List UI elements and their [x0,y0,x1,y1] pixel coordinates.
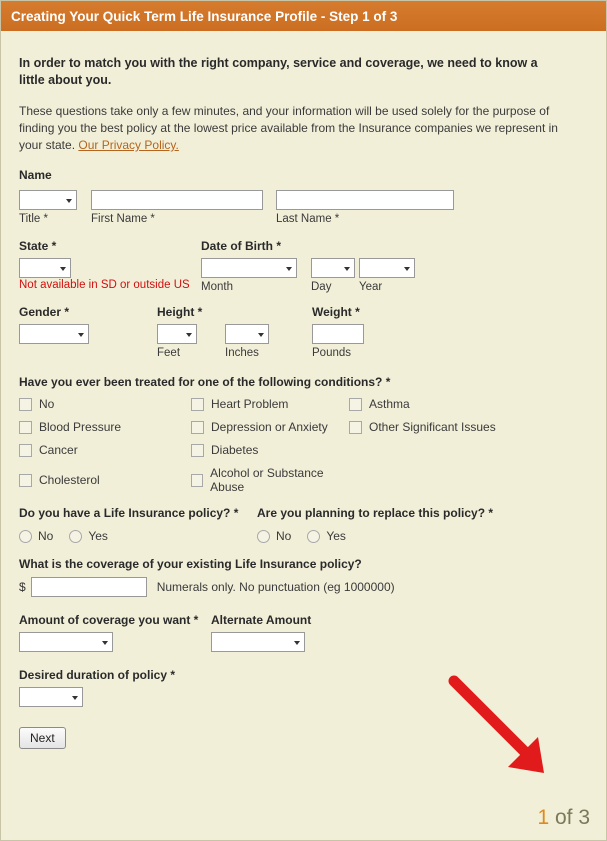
step-pager [537,806,590,830]
existing-coverage-hint: Numerals only. No punctuation (eg 1000000) [156,580,395,594]
duration-block [19,668,588,707]
height-inches-select[interactable] [225,324,269,344]
checkbox-icon[interactable] [191,444,204,457]
existing-coverage-row [19,577,588,597]
condition-checkbox-depression-or-anxiety[interactable] [191,420,349,434]
condition-label: No [39,397,55,411]
next-button[interactable]: Next [19,727,66,749]
condition-checkbox-no[interactable] [19,397,191,411]
dob-heading: Date of Birth * [201,239,282,253]
existing-policy-radio-yes[interactable] [69,529,108,543]
checkbox-icon[interactable] [19,474,32,487]
conditions-question: Have you ever been treated for one of the following conditions? * [19,375,391,389]
state-select-wrap [19,258,71,278]
condition-checkbox-cancer[interactable] [19,443,191,457]
checkbox-icon[interactable] [349,421,362,434]
condition-label: Blood Pressure [39,420,122,434]
state-dob-row [19,239,588,293]
dob-day-select[interactable] [311,258,355,278]
dob-day-caption: Day [311,281,332,293]
replace-policy-options [257,529,493,543]
pager-total: 3 [578,806,590,829]
dob-controls [201,258,419,293]
state-select[interactable] [19,258,71,278]
checkbox-icon[interactable] [191,421,204,434]
currency-symbol: $ [19,580,26,594]
window-title-bar [1,1,606,31]
dob-month-select-wrap [201,258,297,278]
radio-icon[interactable] [307,530,320,543]
radio-label: No [38,529,54,543]
intro-paragraph-text: These questions take only a few minutes, and your information will be used solely for the purpose of finding you the best policy at the lowest price available from the Insurance companies we represent in your state. [19,104,558,152]
page-title: Creating Your Quick Term Life Insurance Profile - Step 1 of 3 [11,8,398,24]
existing-policy-options [19,529,257,543]
existing-policy-radio-no[interactable] [19,529,53,543]
dob-year-caption: Year [359,281,383,293]
condition-label: Heart Problem [211,397,289,411]
state-heading: State * [19,239,57,253]
condition-checkbox-heart-problem[interactable] [191,397,349,411]
condition-label: Other Significant Issues [369,420,496,434]
dob-month-select[interactable] [201,258,297,278]
checkbox-icon[interactable] [349,398,362,411]
condition-checkbox-other-significant-issues[interactable] [349,420,588,434]
dob-day-select-wrap [311,258,355,278]
amounts-row [19,613,588,652]
weight-input[interactable] [312,324,364,344]
radio-icon[interactable] [257,530,270,543]
existing-coverage-input[interactable] [31,577,147,597]
conditions-grid [19,397,588,494]
title-select-wrap [19,190,77,210]
dob-year-select-wrap [359,258,415,278]
title-select[interactable] [19,190,77,210]
radio-icon[interactable] [69,530,82,543]
replace-policy-question: Are you planning to replace this policy? * [257,506,494,520]
checkbox-icon[interactable] [19,398,32,411]
duration-heading: Desired duration of policy * [19,668,176,682]
next-button-row [19,727,588,749]
alternate-amount-select-wrap [211,632,305,652]
privacy-policy-link[interactable]: Our Privacy Policy. [78,138,179,152]
height-controls [157,324,312,359]
alternate-amount-select[interactable] [211,632,305,652]
first-name-caption: First Name * [91,213,155,225]
first-name-input[interactable] [91,190,263,210]
condition-label: Depression or Anxiety [211,420,328,434]
state-warning: Not available in SD or outside US [19,279,190,291]
policy-questions-row [19,506,588,543]
height-feet-caption: Feet [157,347,181,359]
condition-label: Cholesterol [39,473,100,487]
coverage-wanted-select-wrap [19,632,113,652]
radio-label: Yes [88,529,108,543]
condition-checkbox-blood-pressure[interactable] [19,420,191,434]
pager-of: of [549,806,579,829]
checkbox-icon[interactable] [19,444,32,457]
form-content [1,31,606,749]
gender-heading: Gender * [19,305,70,319]
radio-icon[interactable] [19,530,32,543]
existing-policy-question: Do you have a Life Insurance policy? * [19,506,239,520]
gender-select[interactable] [19,324,89,344]
condition-checkbox-cholesterol[interactable] [19,473,191,487]
pager-current: 1 [537,806,550,829]
condition-checkbox-asthma[interactable] [349,397,588,411]
checkbox-icon[interactable] [19,421,32,434]
height-heading: Height * [157,305,203,319]
gender-select-wrap [19,324,89,344]
weight-heading: Weight * [312,305,360,319]
radio-label: Yes [326,529,346,543]
name-heading: Name [19,168,52,182]
radio-label: No [276,529,292,543]
duration-select-wrap [19,687,83,707]
alternate-amount-heading: Alternate Amount [211,613,312,627]
existing-coverage-question: What is the coverage of your existing Life Insurance policy? [19,557,362,571]
gender-height-weight-row [19,305,588,359]
coverage-wanted-heading: Amount of coverage you want * [19,613,199,627]
condition-label: Alcohol or Substance Abuse [210,466,324,494]
condition-label: Asthma [369,397,410,411]
checkbox-icon[interactable] [191,474,203,487]
height-feet-select[interactable] [157,324,197,344]
last-name-caption: Last Name * [276,213,340,225]
replace-policy-radio-yes[interactable] [307,529,346,543]
dob-year-select[interactable] [359,258,415,278]
last-name-input[interactable] [276,190,454,210]
replace-policy-radio-no[interactable] [257,529,291,543]
name-row [19,190,588,225]
height-inches-caption: Inches [225,347,259,359]
intro-paragraph [19,103,569,154]
weight-caption: Pounds [312,347,352,359]
intro-heading: In order to match you with the right company, service and coverage, we need to know a little about you. [19,56,538,87]
checkbox-icon[interactable] [191,398,204,411]
condition-checkbox-alcohol-or-substance-abuse[interactable] [191,466,349,494]
height-feet-select-wrap [157,324,197,344]
duration-select[interactable] [19,687,83,707]
condition-label: Diabetes [211,443,259,457]
condition-checkbox-diabetes[interactable] [191,443,349,457]
title-caption: Title * [19,213,48,225]
coverage-wanted-select[interactable] [19,632,113,652]
dob-month-caption: Month [201,281,233,293]
height-inches-select-wrap [225,324,269,344]
condition-label: Cancer [39,443,78,457]
